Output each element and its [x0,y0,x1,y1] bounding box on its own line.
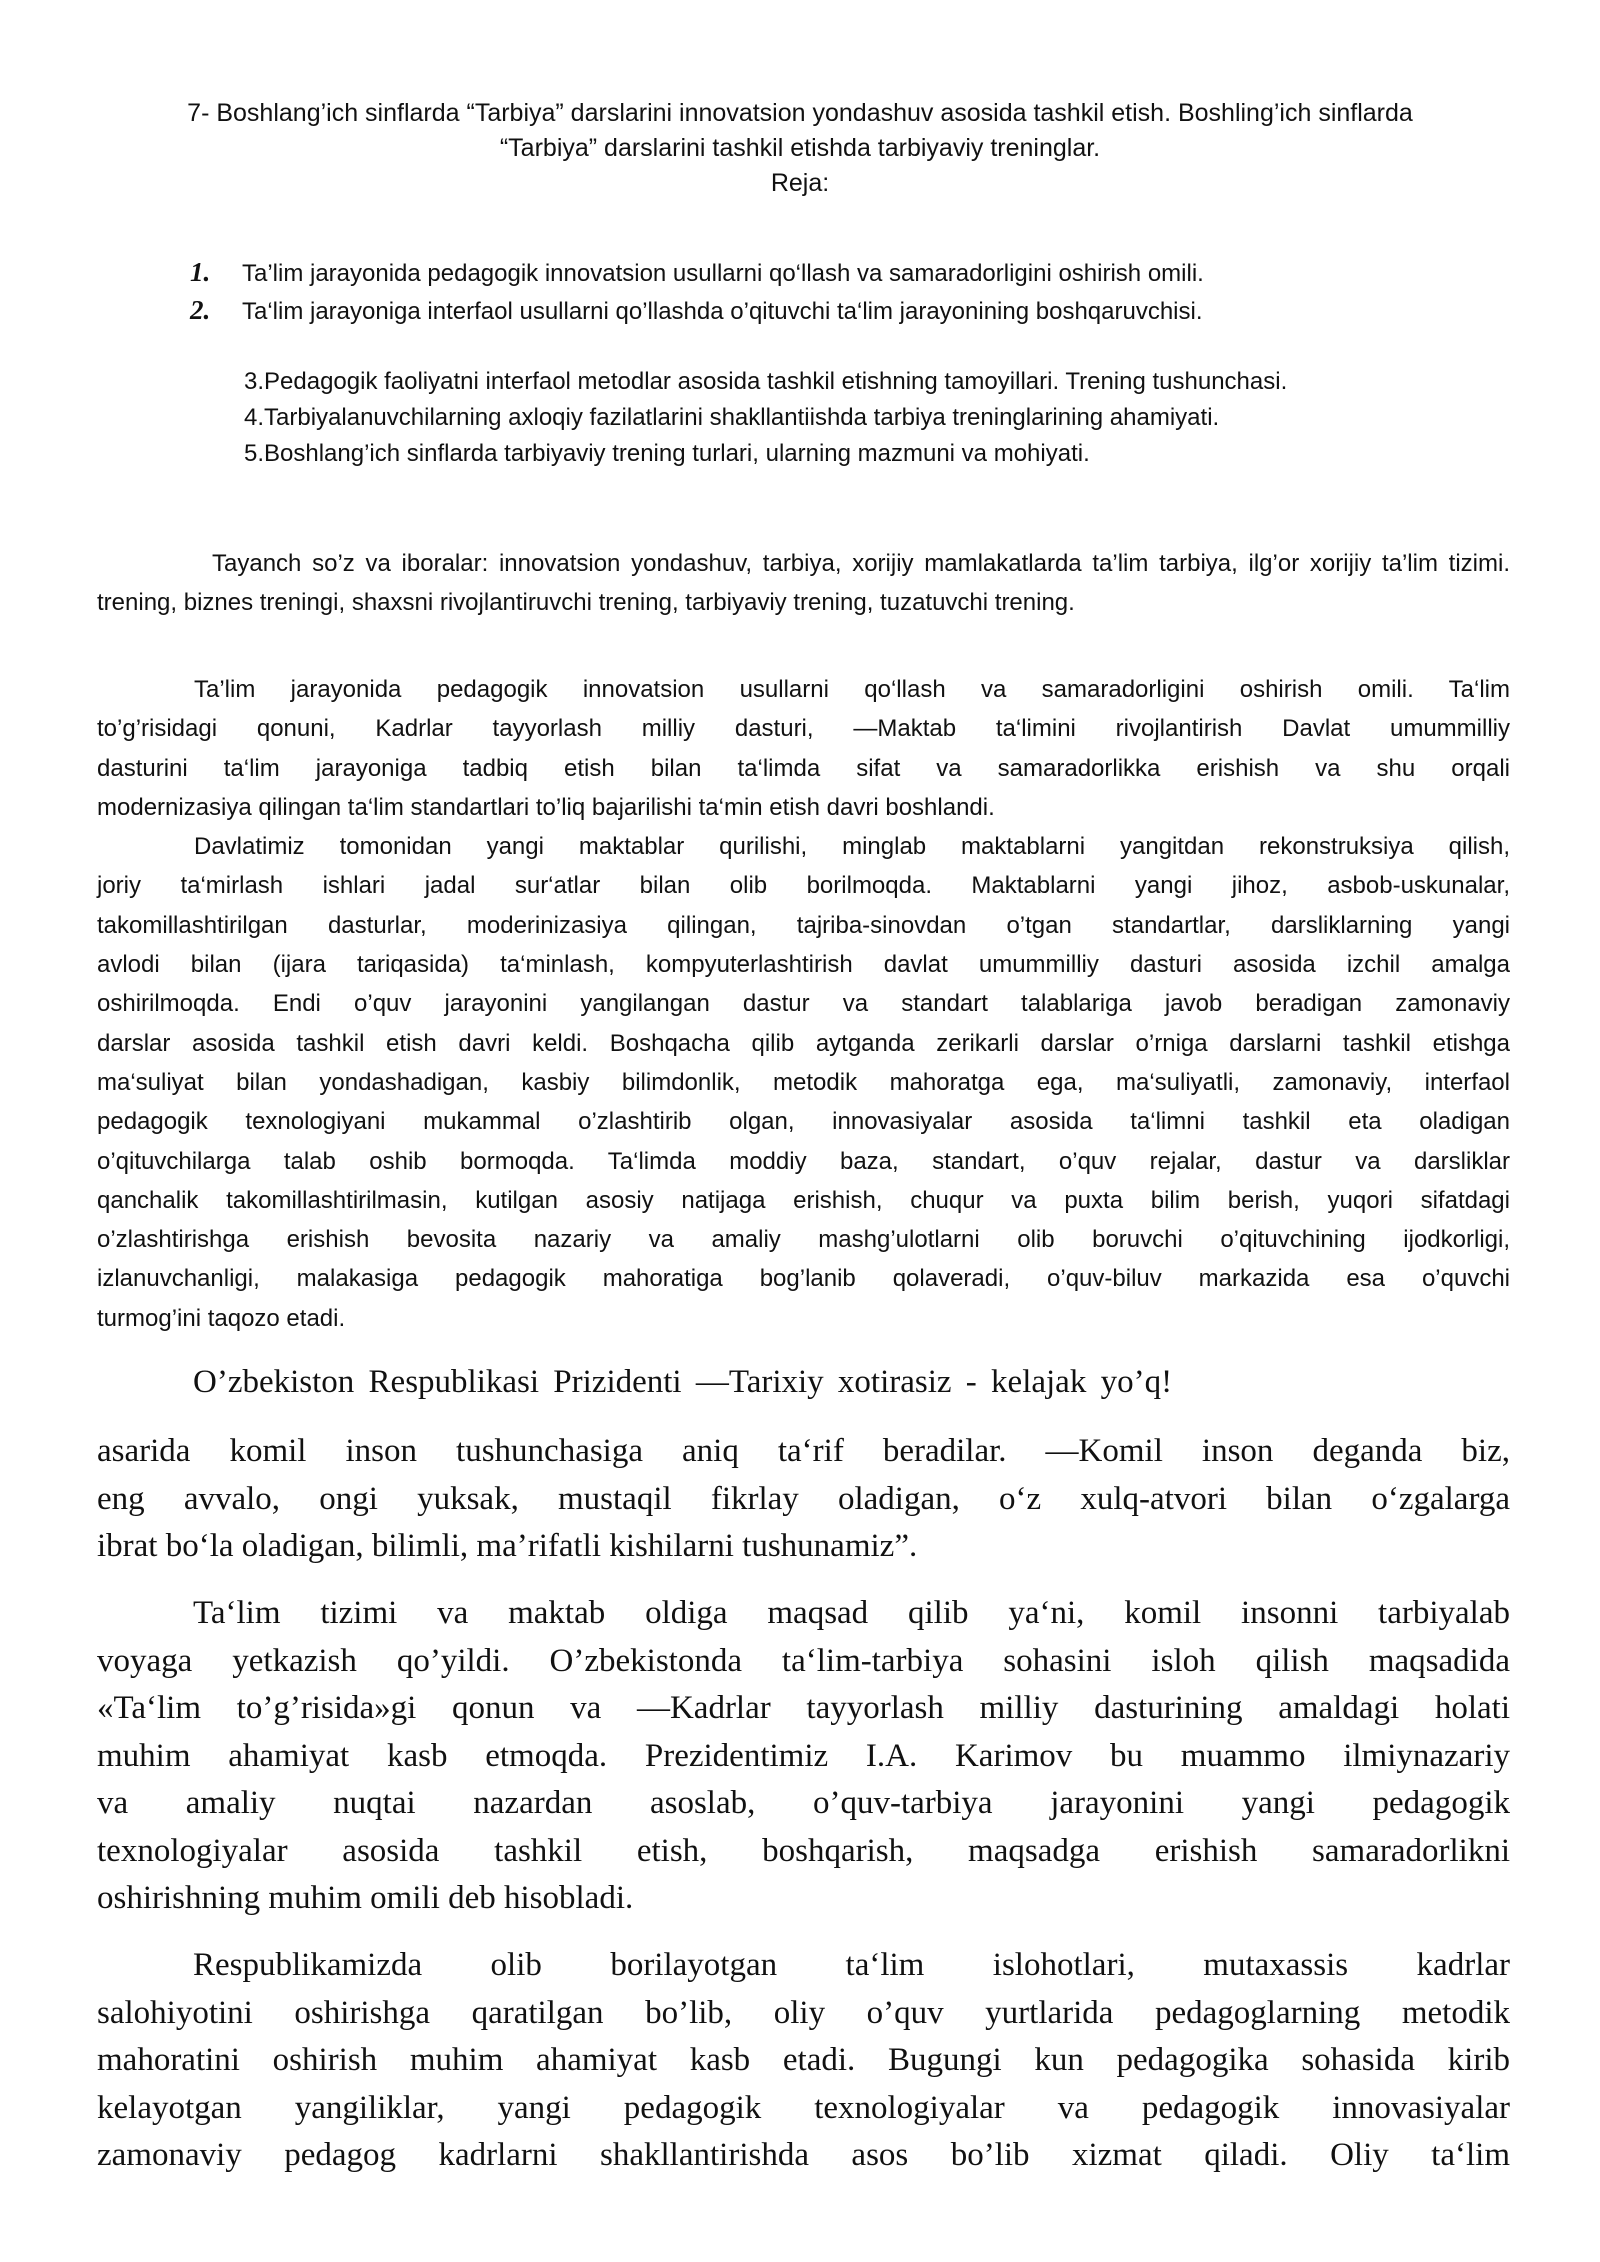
paragraph-line: turmog’ini taqozo etadi. [97,1304,346,1332]
paragraph-line: o’qituvchilarga talab oshib bormoqda. Ta‘limda moddiy baza, standart, o’quv rejalar, dastur va darsliklar [97,1147,1510,1175]
paragraph-line: asarida komil inson tushunchasiga aniq ta‘rif beradilar. ―Komil inson deganda biz, [97,1433,1510,1469]
paragraph-line: ibrat bo‘la oladigan, bilimli, ma’rifatli kishilarni tushunamiz”. [97,1528,918,1564]
plan-list-numbered [190,254,1204,330]
paragraph-line: va amaliy nuqtai nazardan asoslab, o’quv-tarbiya jarayonini yangi pedagogik [97,1785,1510,1821]
paragraph-line: darslar asosida tashkil etish davri keldi. Boshqacha qilib aytganda zerikarli darslar o’rniga darslarni tashkil etishga [97,1029,1510,1057]
plan-item-5: 5.Boshlang’ich sinflarda tarbiyaviy trening turlari, ularning mazmuni va mohiyati. [244,440,1090,467]
plan-item-1 [190,254,1204,292]
plan-item-number: 1. [190,257,211,287]
paragraph-line: pedagogik texnologiyani mukammal o’zlashtirib olgan, innovasiyalar asosida ta‘limni tashkil eta oladigan [97,1108,1510,1136]
plan-item-4: 4.Tarbiyalanuvchilarning axloqiy fazilatlarini shakllantiishda tarbiya treninglarining ahamiyati. [244,404,1220,431]
keywords-paragraph: Tayanch so’z va iboralar: innovatsion yondashuv, tarbiya, xorijiy mamlakatlarda ta’lim tarbiya, ilg’or xorijiy ta’lim tizimi. trening, biznes treningi, shaxsni rivojlantiruvchi trening, tarbiyaviy trening, tuzatuvchi trening. [97,550,1510,616]
paragraph-line: izlanuvchanligi, malakasiga pedagogik mahoratiga bog’lanib qolaveradi, o’quv-biluv markazida esa o’quvchi [97,1265,1510,1293]
paragraph-line: eng avvalo, ongi yuksak, mustaqil fikrlay oladigan, o‘z xulq-atvori bilan o‘zgalarga [97,1480,1510,1517]
paragraph-line: muhim ahamiyat kasb etmoqda. Prezidentimiz I.A. Karimov bu muammo ilmiynazariy [97,1737,1510,1774]
paragraph-line: mahoratini oshirish muhim ahamiyat kasb etadi. Bugungi kun pedagogika sohasida kirib [97,2042,1510,2078]
body-paragraph-4 [97,1590,1510,1923]
plan-list-continued [244,364,1287,472]
plan-item-number: 2. [190,295,211,325]
body-paragraph-5 [97,1942,1510,2180]
body-paragraph-1 [97,670,1510,1338]
paragraph-line: zamonaviy pedagog kadrlarni shakllantirishda asos bo’lib xizmat qiladi. Oliy ta‘lim [97,2137,1510,2173]
paragraph-line: o’zlashtirishga erishish bevosita nazariy va amaliy mashg’ulotlarni olib boruvchi o’qituvchining ijodkorligi, [97,1226,1510,1254]
paragraph-line: «Ta‘lim to’g’risida»gi qonun va ―Kadrlar tayyorlash milliy dasturining amaldagi holati [97,1690,1510,1726]
document-title [120,96,1480,201]
paragraph-line: oshirilmoqda. Endi o’quv jarayonini yangilangan dastur va standart talablariga javob beradigan zamonaviy [97,990,1510,1018]
paragraph-line: kelayotgan yangiliklar, yangi pedagogik texnologiyalar va pedagogik innovasiyalar [97,2089,1510,2126]
paragraph-line: Ta‘lim tizimi va maktab oldiga maqsad qilib ya‘ni, komil insonni tarbiyalab [193,1595,1510,1631]
title-plan-heading: Reja: [770,169,830,197]
paragraph-line: avlodi bilan (ijara tariqasida) ta‘minlash, kompyuterlashtirish davlat umummilliy dasturi asosida izchil amalga [97,951,1510,979]
paragraph-line: salohiyotini oshirishga qaratilgan bo’lib, oliy o’quv yurtlarida pedagoglarning metodik [97,1994,1510,2031]
paragraph-line: Respublikamizda olib borilayotgan ta‘lim islohotlari, mutaxassis kadrlar [193,1947,1510,1983]
paragraph-line: Davlatimiz tomonidan yangi maktablar qurilishi, minglab maktablarni yangitdan rekonstruksiya qilish, [194,833,1510,861]
paragraph-line: oshirishning muhim omili deb hisobladi. [97,1880,634,1916]
plan-item-text: Ta‘lim jarayoniga interfaol usullarni qo’llashda o’qituvchi ta‘lim jarayonining boshqaruvchisi. [242,298,1203,325]
paragraph-line: qanchalik takomillashtirilmasin, kutilgan asosiy natijaga erishish, chuqur va puxta bilim berish, yuqori sifatdagi [97,1186,1510,1214]
paragraph-line: takomillashtirilgan dasturlar, moderinizasiya qilingan, tajriba-sinovdan o’tgan standartlar, darsliklarning yangi [97,911,1510,939]
paragraph-line: to’g’risidagi qonuni, Kadrlar tayyorlash milliy dasturi, ―Maktab ta‘limini rivojlantirish Davlat umummilliy [97,715,1510,743]
paragraph-line: Ta’lim jarayonida pedagogik innovatsion usullarni qo‘llash va samaradorligini oshirish omili. Ta‘lim [194,676,1510,703]
president-quote-line: O’zbekiston Respublikasi Prizidenti ―Tarixiy xotirasiz - kelajak yo’q! [193,1364,1173,1400]
body-paragraph-3 [97,1428,1510,1571]
plan-item-text: Ta’lim jarayonida pedagogik innovatsion usullarni qo‘llash va samaradorligini oshirish omili. [242,260,1204,287]
title-line-2: “Tarbiya” darslarini tashkil etishda tarbiyaviy treninglar. [499,134,1101,162]
paragraph-line: dasturini ta‘lim jarayoniga tadbiq etish bilan ta‘limda sifat va samaradorlikka erishish va shu orqali [97,754,1510,782]
plan-item-3: 3.Pedagogik faoliyatni interfaol metodlar asosida tashkil etishning tamoyillari. Trening tushunchasi. [244,368,1288,395]
paragraph-line: modernizasiya qilingan ta‘lim standartlari to’liq bajarilishi ta‘min etish davri boshlandi. [97,793,995,821]
title-line-1: 7- Boshlang’ich sinflarda “Tarbiya” darslarini innovatsion yondashuv asosida tashkil etish. Boshling’ich sinflarda [187,99,1413,127]
paragraph-line: ma‘suliyat bilan yondashadigan, kasbiy bilimdonlik, metodik mahoratga ega, ma‘suliyatli, zamonaviy, interfaol [97,1068,1510,1096]
paragraph-line: voyaga yetkazish qo’yildi. O’zbekistonda ta‘lim-tarbiya sohasini isloh qilish maqsadida [97,1642,1510,1679]
paragraph-line: texnologiyalar asosida tashkil etish, boshqarish, maqsadga erishish samaradorlikni [97,1832,1510,1869]
paragraph-line: joriy ta‘mirlash ishlari jadal sur‘atlar bilan olib borilmoqda. Maktablarni yangi jihoz, asbob-uskunalar, [97,872,1510,900]
plan-item-2 [190,292,1204,330]
